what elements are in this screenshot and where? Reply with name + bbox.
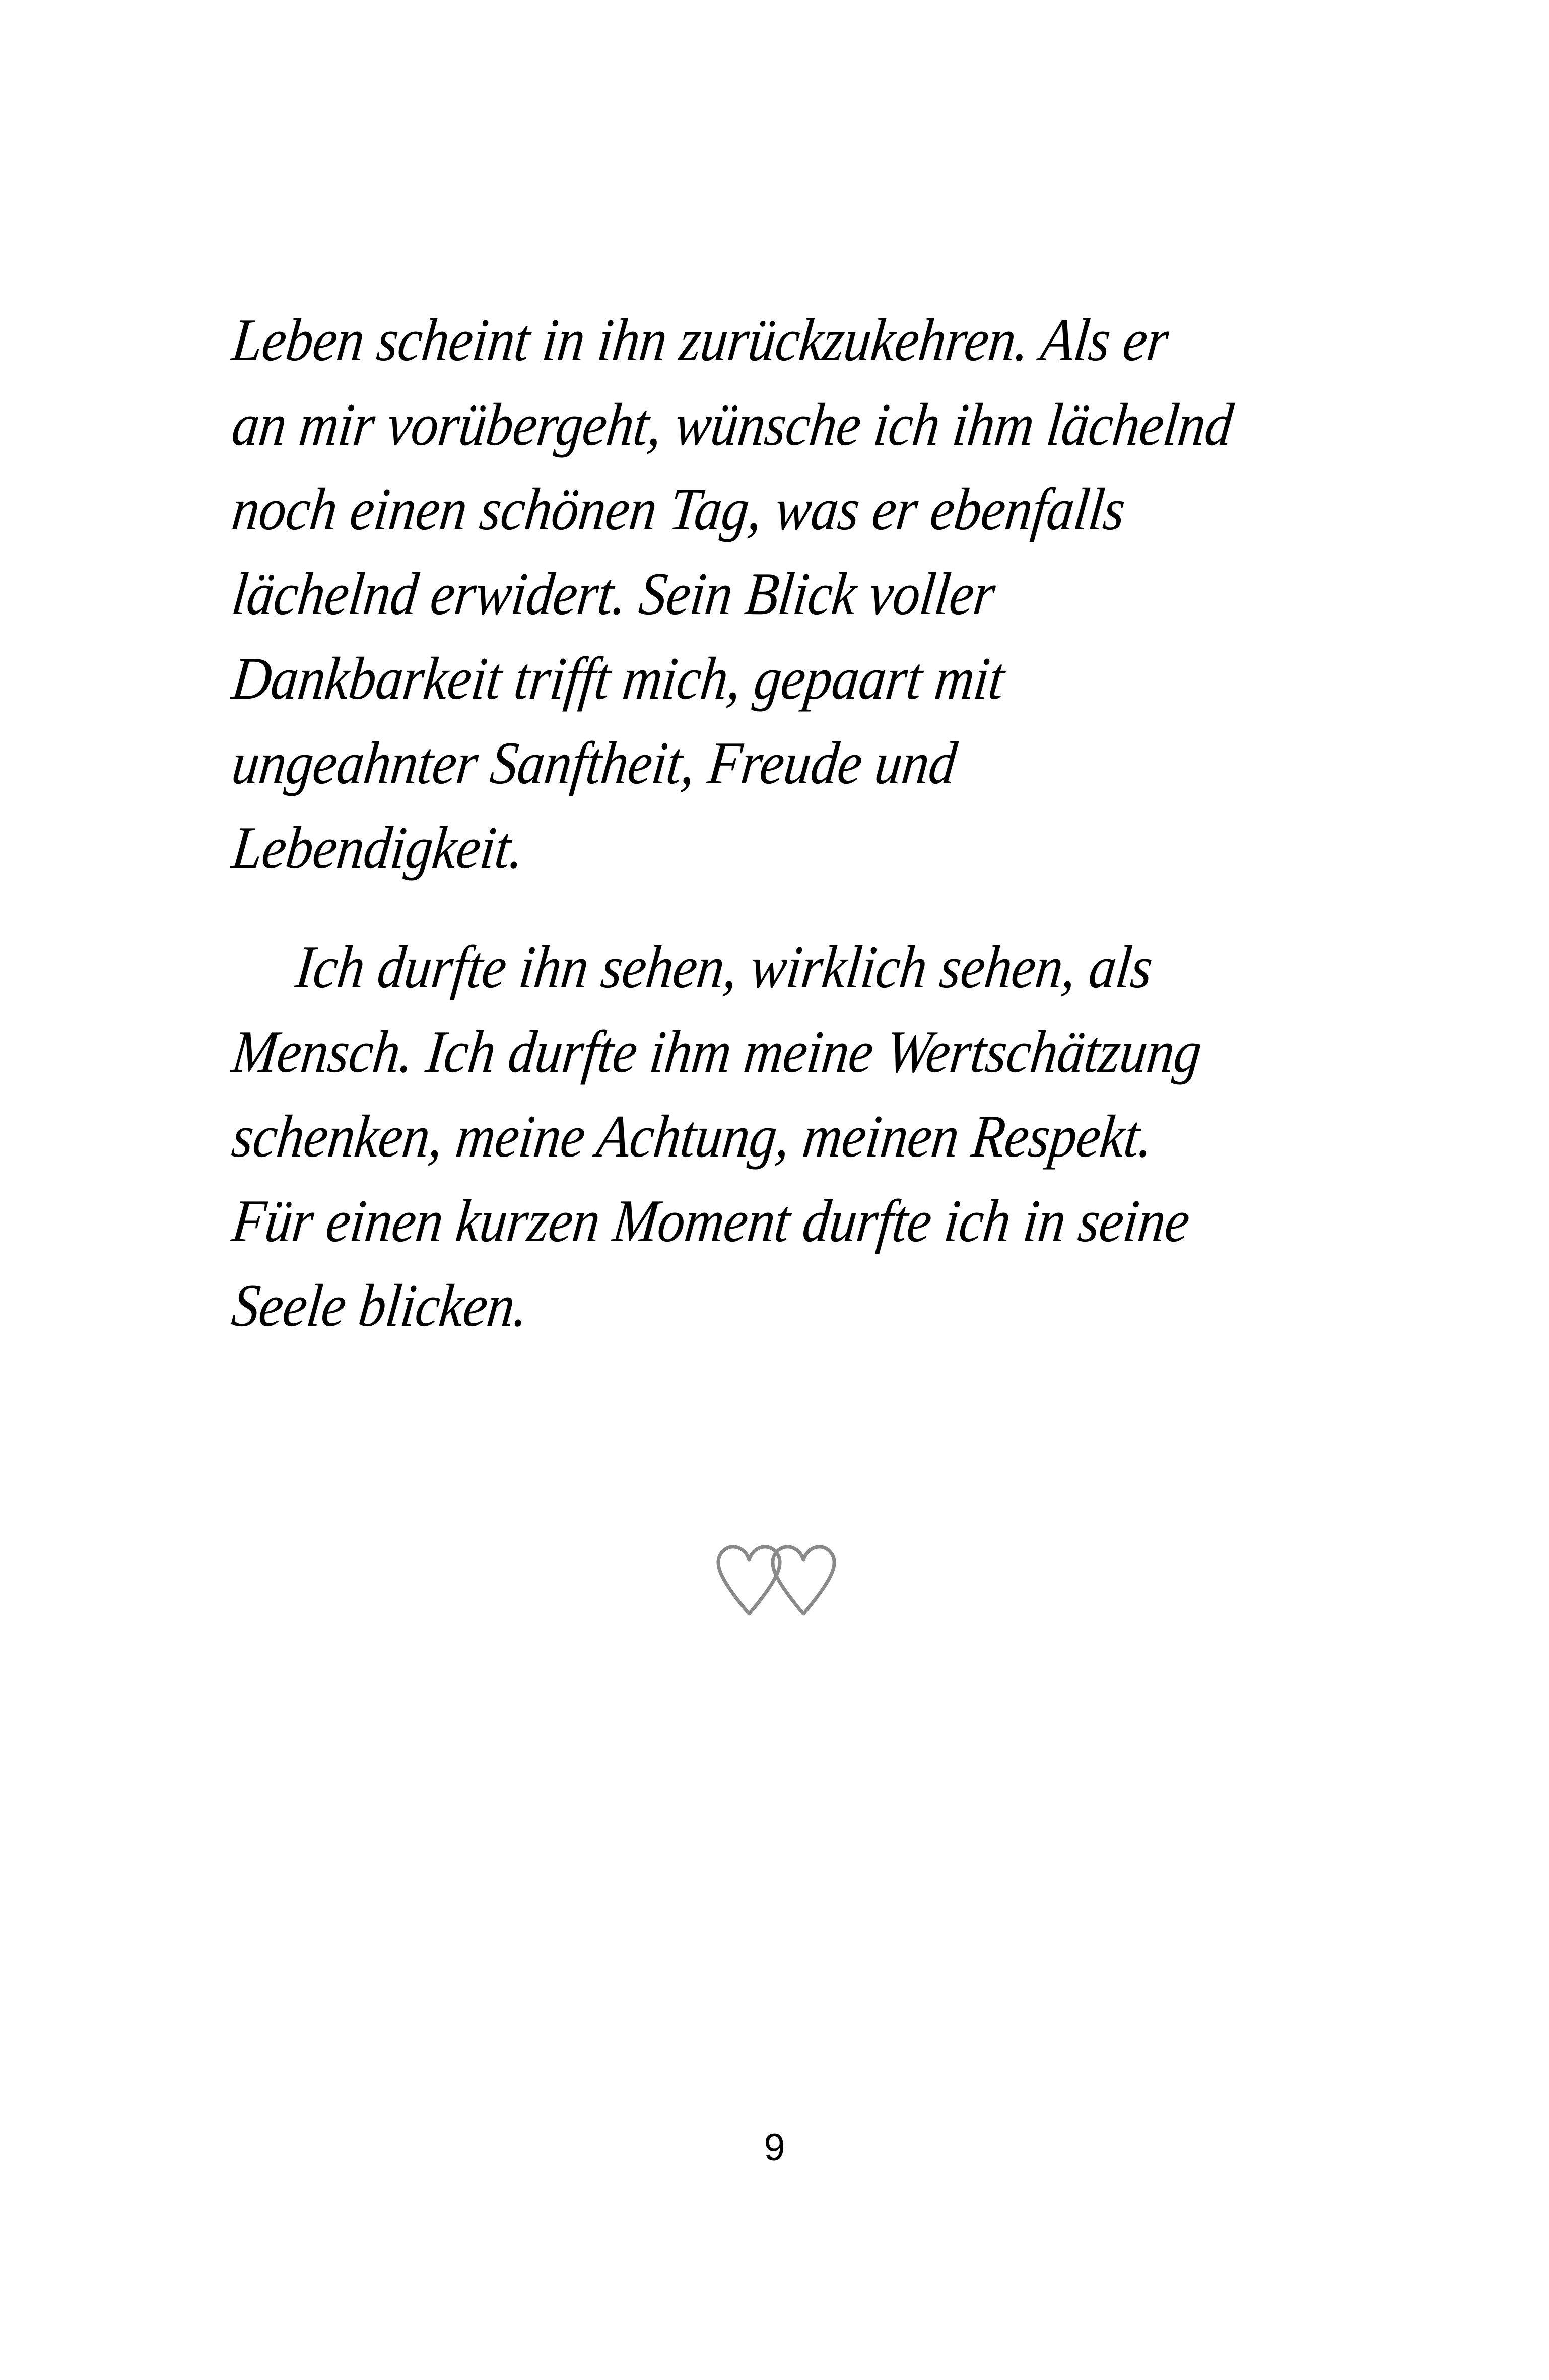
hearts-group [718,1547,834,1614]
page-text [229,298,1310,1348]
text-line: Lebendigkeit. [229,814,527,881]
heart-left-path [718,1547,779,1614]
paragraph-2 [229,925,1310,1348]
text-line: an mir vorübergeht, wünsche ich ihm lächelnd [229,391,1236,458]
text-line: Für einen kurzen Moment durfte ich in seine [229,1187,1193,1254]
text-line: schenken, meine Achtung, meinen Respekt. [229,1103,1157,1170]
text-line: ungeahnter Sanftheit, Freude und [229,729,960,796]
text-line: Seele blicken. [229,1272,531,1339]
heart-right-path [772,1547,834,1614]
text-line: lächelnd erwidert. Sein Blick voller [229,560,999,627]
text-line: Dankbarkeit trifft mich, gepaart mit [229,645,1008,712]
text-line: Leben scheint in ihn zurückzukehren. Als er [229,306,1172,373]
paragraph-1 [229,298,1310,890]
double-hearts-svg [708,1537,841,1627]
text-line: Mensch. Ich durfte ihm meine Wertschätzung [229,1018,1205,1085]
text-line: noch einen schönen Tag, was er ebenfalls [229,475,1129,542]
double-hearts-icon [708,1537,841,1627]
page-number: 9 [764,2126,785,2169]
text-line: Ich durfte ihn sehen, wirklich sehen, als [292,933,1156,1000]
